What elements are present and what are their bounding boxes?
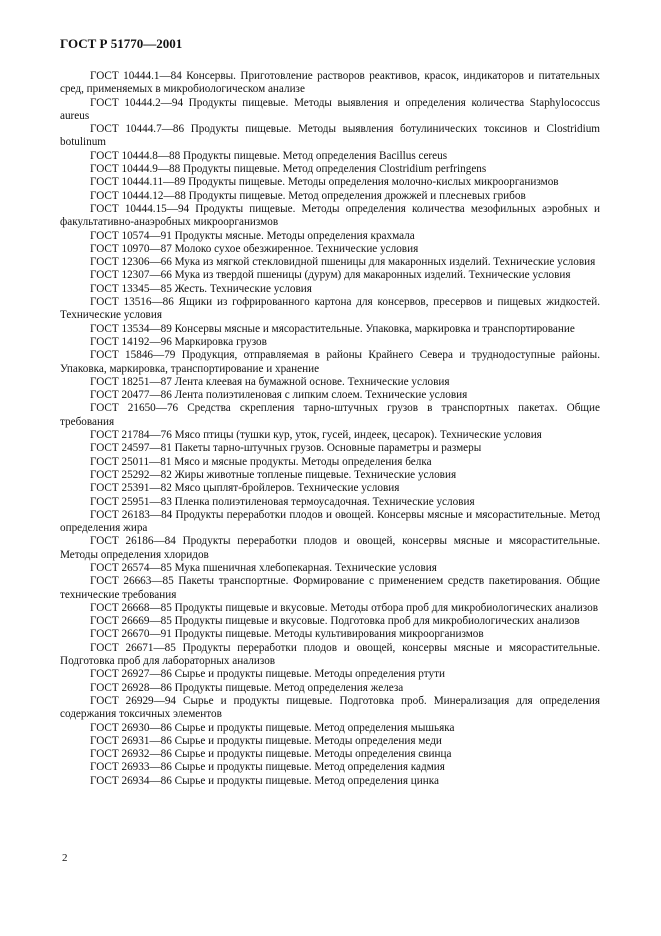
page-header: ГОСТ Р 51770—2001 (60, 36, 183, 51)
list-item: ГОСТ 26183—84 Продукты переработки плодов и овощей. Консервы мясные и мясорастительные. Метод определения жира (60, 508, 600, 535)
list-item: ГОСТ 10444.15—94 Продукты пищевые. Методы определения количества мезофильных аэробных и факультативно-анаэробных микроорганизмов (60, 202, 600, 229)
list-item: ГОСТ 18251—87 Лента клеевая на бумажной основе. Технические условия (90, 375, 450, 388)
list-item: ГОСТ 10970—87 Молоко сухое обезжиренное. Технические условия (90, 242, 419, 255)
list-item: ГОСТ 26671—85 Продукты переработки плодов и овощей, консервы мясные и мясорастительные. Подготовка проб для лабораторных анализов (60, 641, 600, 668)
list-item: ГОСТ 26574—85 Мука пшеничная хлебопекарная. Технические условия (90, 561, 437, 574)
list-item: ГОСТ 10444.9—88 Продукты пищевые. Метод определения Clostridium perfringens (90, 163, 487, 176)
list-item: ГОСТ 26933—86 Сырье и продукты пищевые. Метод определения кадмия (90, 761, 445, 774)
list-item: ГОСТ 10444.1—84 Консервы. Приготовление растворов реактивов, красок, индикаторов и питательных сред, применяемых в микробиологическом анализе (60, 70, 600, 96)
list-item: ГОСТ 25391—82 Мясо цыплят-бройлеров. Технические условия (90, 482, 400, 495)
list-item: ГОСТ 13534—89 Консервы мясные и мясорастительные. Упаковка, маркировка и транспортирование (90, 322, 575, 335)
list-item: ГОСТ 10444.2—94 Продукты пищевые. Методы выявления и определения количества Staphylococcus aureus (60, 96, 600, 122)
list-item: ГОСТ 26186—84 Продукты переработки плодов и овощей, консервы мясные и мясорастительные. Методы определения хлоридов (60, 535, 600, 561)
list-item: ГОСТ 26670—91 Продукты пищевые. Методы культивирования микроорганизмов (90, 628, 484, 641)
list-item: ГОСТ 26932—86 Сырье и продукты пищевые. Методы определения свинца (90, 748, 452, 761)
list-item: ГОСТ 10444.8—88 Продукты пищевые. Метод определения Bacillus cereus (90, 149, 448, 162)
list-item: ГОСТ 26669—85 Продукты пищевые и вкусовые. Подготовка проб для микробиологических анализов (90, 615, 580, 628)
list-item: ГОСТ 13345—85 Жесть. Технические условия (90, 282, 312, 295)
list-item: ГОСТ 12306—66 Мука из мягкой стекловидной пшеницы для макаронных изделий. Технические условия (90, 256, 596, 269)
list-item: ГОСТ 26663—85 Пакеты транспортные. Формирование с применением средств пакетирования. Общие технические требования (60, 575, 600, 601)
list-item: ГОСТ 26931—86 Сырье и продукты пищевые. Методы определения меди (90, 734, 442, 747)
list-item: ГОСТ 20477—86 Лента полиэтиленовая с липким слоем. Технические условия (90, 389, 468, 402)
list-item: ГОСТ 10444.7—86 Продукты пищевые. Методы выявления ботулинических токсинов и Clostridium botulinum (60, 123, 600, 149)
list-item: ГОСТ 26929—94 Сырье и продукты пищевые. Подготовка проб. Минерализация для определения содержания токсичных элементов (60, 694, 600, 721)
list-item: ГОСТ 13516—86 Ящики из гофрированного картона для консервов, пресервов и пищевых жидкостей. Технические условия (60, 296, 600, 322)
list-item: ГОСТ 26928—86 Продукты пищевые. Метод определения железа (90, 681, 404, 694)
list-item: ГОСТ 14192—96 Маркировка грузов (90, 335, 267, 348)
list-item: ГОСТ 10574—91 Продукты мясные. Методы определения крахмала (90, 229, 415, 242)
list-item: ГОСТ 26930—86 Сырье и продукты пищевые. Метод определения мышьяка (90, 721, 455, 734)
list-item: ГОСТ 21784—76 Мясо птицы (тушки кур, уток, гусей, индеек, цесарок). Технические условия (90, 429, 542, 442)
list-item: ГОСТ 25292—82 Жиры животные топленые пищевые. Технические условия (90, 468, 457, 481)
list-item: ГОСТ 15846—79 Продукция, отправляемая в районы Крайнего Севера и труднодоступные районы. Упаковка, маркировка, транспортирование и хранение (60, 349, 600, 375)
list-item: ГОСТ 26668—85 Продукты пищевые и вкусовые. Методы отбора проб для микробиологических анализов (90, 601, 599, 614)
list-item: ГОСТ 26934—86 Сырье и продукты пищевые. Метод определения цинка (90, 774, 439, 787)
standards-list (60, 70, 600, 788)
list-item: ГОСТ 25951—83 Пленка полиэтиленовая термоусадочная. Технические условия (90, 495, 475, 508)
list-item: ГОСТ 10444.11—89 Продукты пищевые. Методы определения молочно-кислых микроорганизмов (90, 176, 559, 189)
list-item: ГОСТ 10444.12—88 Продукты пищевые. Метод определения дрожжей и плесневых грибов (90, 189, 526, 202)
list-item: ГОСТ 24597—81 Пакеты тарно-штучных грузов. Основные параметры и размеры (90, 442, 482, 455)
list-item: ГОСТ 12307—66 Мука из твердой пшеницы (дурум) для макаронных изделий. Технические условия (90, 269, 571, 282)
list-item: ГОСТ 21650—76 Средства скрепления тарно-штучных грузов в транспортных пакетах. Общие требования (60, 402, 600, 428)
list-item: ГОСТ 25011—81 Мясо и мясные продукты. Методы определения белка (90, 455, 432, 468)
list-item: ГОСТ 26927—86 Сырье и продукты пищевые. Методы определения ртути (90, 668, 445, 681)
page-number: 2 (62, 852, 68, 864)
